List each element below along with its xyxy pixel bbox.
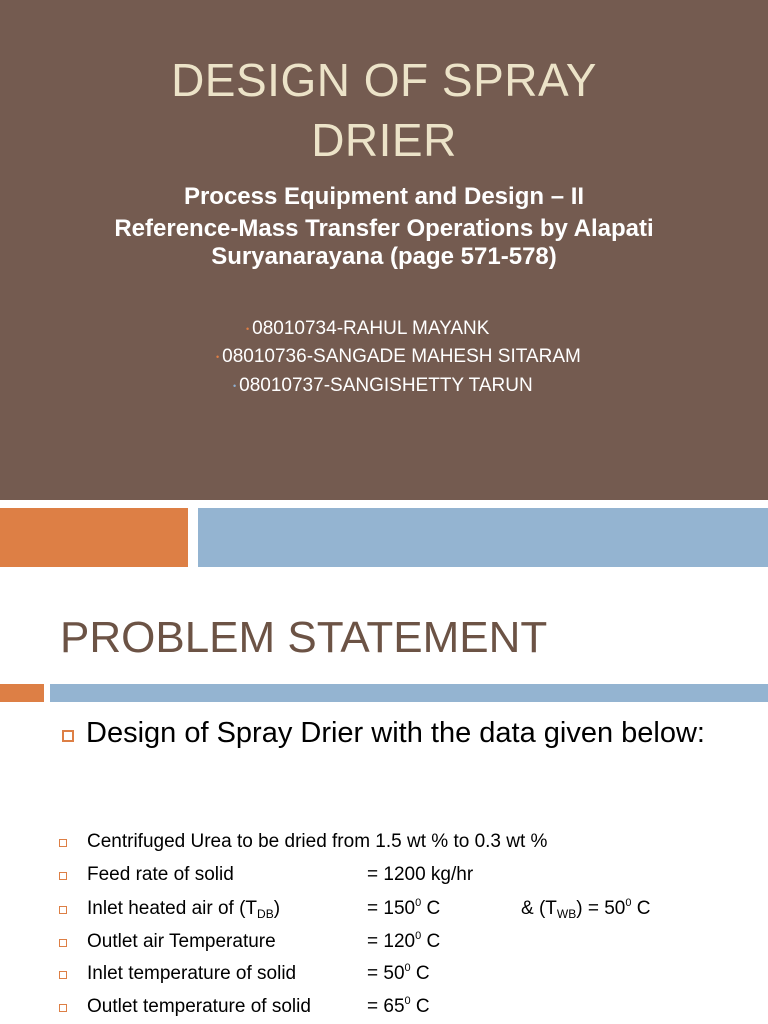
list-item: [59, 862, 759, 888]
section-heading: PROBLEM STATEMENT: [60, 613, 548, 662]
slide-title-line1: DESIGN OF SPRAY: [171, 54, 597, 106]
main-bullet-text: Design of Spray Drier with the data given below:: [86, 717, 705, 749]
author-name: 08010734-RAHUL MAYANK: [252, 318, 490, 340]
slide-gap: [0, 500, 768, 508]
square-bullet-icon: [59, 939, 67, 947]
item-label: Outlet temperature of solid: [87, 996, 311, 1017]
list-item: [59, 929, 759, 955]
item-label: Inlet heated air of $(T_{DB})$: [87, 898, 281, 921]
bullet-dot-icon: •: [233, 381, 237, 391]
bullet-dot-icon: •: [216, 352, 220, 362]
square-bullet-icon: [59, 839, 67, 847]
heading-bar-blue: [50, 684, 768, 702]
list-item: [59, 961, 759, 987]
item-value: = 1200 kg/hr: [367, 864, 474, 885]
item-label: Outlet air Temperature: [87, 931, 276, 952]
square-bullet-icon: [59, 1004, 67, 1012]
author-item: [233, 375, 533, 397]
title-slide: [0, 0, 768, 500]
item-label: Centrifuged Urea to be dried from 1.5 wt % to 0.3 wt %: [87, 831, 548, 852]
square-bullet-icon: [62, 730, 74, 742]
item-label: Inlet temperature of solid: [87, 963, 297, 984]
slide-subtitle: [0, 180, 768, 270]
decor-orange-block: [0, 508, 188, 567]
item-value: = $150^0$ C: [367, 897, 441, 919]
slide-title: [0, 50, 768, 170]
item-value: = $50^0$ C: [367, 962, 430, 984]
reference-line1: Reference-Mass Transfer Operations by Alapati: [114, 215, 654, 242]
square-bullet-icon: [59, 971, 67, 979]
author-name: 08010736-SANGADE MAHESH SITARAM: [222, 346, 581, 368]
item-value: = $65^0$ C: [367, 995, 430, 1017]
main-bullet: [62, 714, 742, 752]
heading-bar-orange: [0, 684, 44, 702]
square-bullet-icon: [59, 906, 67, 914]
list-item: [59, 829, 759, 855]
item-value: = $120^0$ C: [367, 930, 441, 952]
reference-line2: Suryanarayana (page 571-578): [211, 243, 557, 270]
list-item: [59, 896, 759, 922]
author-item: [216, 346, 581, 368]
author-name: 08010737-SANGISHETTY TARUN: [239, 375, 533, 397]
decor-blue-block: [198, 508, 768, 567]
square-bullet-icon: [59, 872, 67, 880]
bullet-dot-icon: •: [246, 324, 250, 334]
author-item: [246, 318, 489, 340]
course-name: Process Equipment and Design – II: [183, 183, 585, 210]
item-label: Feed rate of solid: [87, 864, 234, 885]
item-extra-value: & $(T_{WB}) = 50^0$ C: [521, 897, 651, 921]
list-item: [59, 994, 759, 1020]
slide-title-line2: DRIER: [311, 114, 457, 166]
